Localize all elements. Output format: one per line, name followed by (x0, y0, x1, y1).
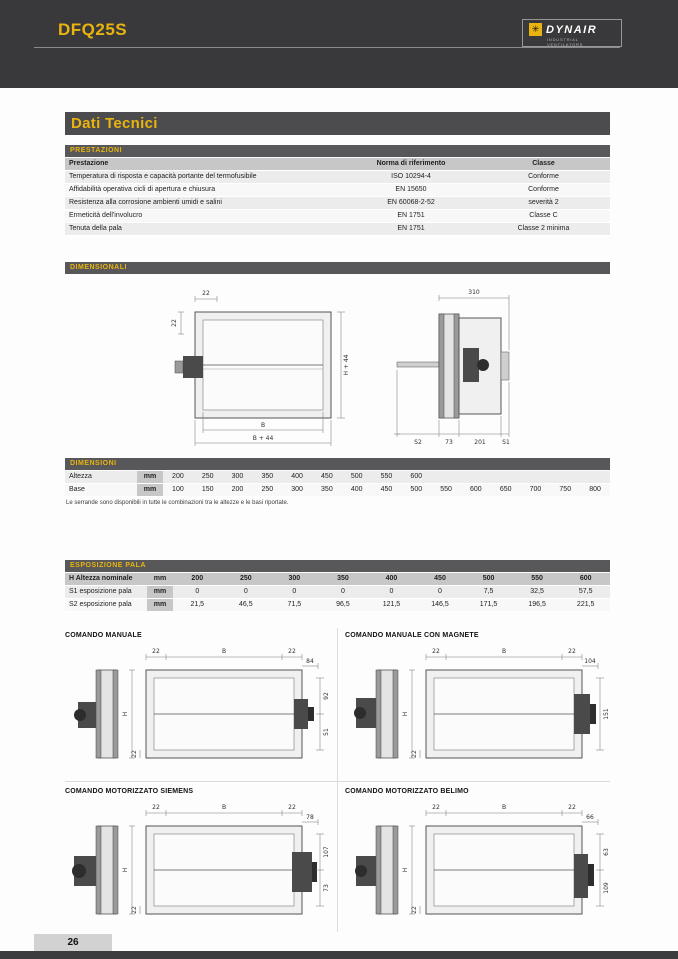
table-row (65, 210, 610, 223)
row-label: Altezza (65, 471, 137, 484)
dimensionali-side-drawing (385, 282, 515, 452)
value-cell: 146,5 (416, 599, 465, 612)
dim-label: 73 (323, 884, 330, 892)
dim-label: H + 44 (343, 354, 350, 376)
value-cell: 57,5 (561, 586, 610, 599)
cell-classe: Classe C (477, 210, 610, 223)
comando-siemens-title: COMANDO MOTORIZZATO SIEMENS (65, 788, 194, 795)
unit-cell: mm (147, 586, 173, 599)
cell-classe: Conforme (477, 171, 610, 184)
value-cell: 550 (372, 471, 402, 484)
comando-magnete-drawing (348, 644, 613, 774)
value-cell: 0 (416, 586, 465, 599)
value-cell: 650 (491, 484, 521, 497)
cell-classe: severità 2 (477, 197, 610, 210)
table-row (65, 197, 610, 210)
row-label: S2 esposizione pala (65, 599, 147, 612)
dim-label: 104 (584, 658, 596, 665)
section-esposizione-pala: ESPOSIZIONE PALA (65, 560, 610, 572)
value-cell: 500 (342, 471, 372, 484)
value-cell: 600 (401, 471, 431, 484)
dim-label: 22 (432, 804, 440, 811)
dim-label: 22 (171, 319, 178, 327)
value-cell: 21,5 (173, 599, 222, 612)
dim-label: 22 (411, 750, 418, 758)
cell-classe: Classe 2 minima (477, 223, 610, 236)
header-band (0, 0, 678, 88)
value-cell: 196,5 (513, 599, 562, 612)
value-cell: 600 (461, 484, 491, 497)
table-row (65, 223, 610, 236)
value-cell: 350 (252, 471, 282, 484)
dim-label: 22 (411, 906, 418, 914)
value-cell: 300 (223, 471, 253, 484)
brand-logo (522, 19, 622, 47)
value-cell: 46,5 (222, 599, 271, 612)
empty-cell (491, 471, 521, 484)
dim-label: 22 (568, 804, 576, 811)
dim-label: 22 (131, 906, 138, 914)
dim-label: 201 (474, 439, 486, 446)
col-norma: Norma di riferimento (345, 158, 477, 171)
front-view (146, 670, 314, 758)
dim-label: H (402, 867, 409, 873)
s2-row (65, 599, 610, 612)
comando-manuale-title: COMANDO MANUALE (65, 632, 142, 639)
value-cell: 500 (464, 573, 513, 586)
value-cell: 200 (173, 573, 222, 586)
dim-label: B (221, 648, 227, 655)
page-title: Dati Tecnici (65, 112, 610, 135)
cell-classe: Conforme (477, 184, 610, 197)
cell-prestazione: Resistenza alla corrosione ambienti umidi e salini (65, 197, 345, 210)
bottom-strip (0, 951, 678, 959)
value-cell: 700 (521, 484, 551, 497)
value-cell: 100 (163, 484, 193, 497)
dim-label: 51 (323, 728, 330, 736)
row-label: S1 esposizione pala (65, 586, 147, 599)
dim-label: 22 (288, 804, 296, 811)
comando-siemens-drawing (68, 800, 333, 930)
value-cell: 800 (580, 484, 610, 497)
value-cell: 0 (173, 586, 222, 599)
comando-belimo-title: COMANDO MOTORIZZATO BELIMO (345, 788, 469, 795)
dim-label: 22 (152, 648, 160, 655)
value-cell: 600 (561, 573, 610, 586)
value-cell: 400 (282, 471, 312, 484)
unit-cell: mm (137, 484, 163, 497)
value-cell: 250 (252, 484, 282, 497)
value-cell: 450 (416, 573, 465, 586)
dim-label: S2 (414, 439, 422, 446)
empty-cell (461, 471, 491, 484)
value-cell: 0 (270, 586, 319, 599)
quadrant-divider-horizontal (65, 781, 610, 782)
dim-label: 84 (306, 658, 314, 665)
value-cell: 400 (342, 484, 372, 497)
dim-label: B + 44 (252, 435, 274, 442)
dim-label: S1 (502, 439, 510, 446)
dim-label: 66 (586, 814, 594, 821)
esposizione-table (65, 573, 610, 612)
empty-cell (550, 471, 580, 484)
empty-cell (431, 471, 461, 484)
dim-label: 22 (131, 750, 138, 758)
side-profile (72, 826, 118, 914)
quadrant-divider-vertical (337, 628, 338, 932)
value-cell: 550 (513, 573, 562, 586)
dim-label: B (501, 804, 507, 811)
dim-label: 22 (568, 648, 576, 655)
value-cell: 550 (431, 484, 461, 497)
dim-label: 109 (603, 882, 610, 894)
cell-prestazione: Temperatura di risposta e capacità portante del termofusibile (65, 171, 345, 184)
table-row (65, 184, 610, 197)
prestazioni-header-row (65, 158, 610, 171)
value-cell: 71,5 (270, 599, 319, 612)
front-view (146, 826, 317, 914)
front-view (426, 826, 594, 914)
value-cell: 250 (193, 471, 223, 484)
dimensionali-front-drawing (155, 282, 385, 452)
dim-label: B (501, 648, 507, 655)
value-cell: 121,5 (367, 599, 416, 612)
dim-label: H (402, 711, 409, 717)
value-cell: 400 (367, 573, 416, 586)
altezza-row (65, 471, 610, 484)
dimensioni-note: Le serrande sono disponibili in tutte le combinazioni tra le altezze e le basi riportate. (66, 500, 289, 506)
dim-label: H (122, 711, 129, 717)
dim-label: 22 (152, 804, 160, 811)
cell-norma: EN 60068-2-52 (345, 197, 477, 210)
value-cell: 171,5 (464, 599, 513, 612)
dim-label: 151 (603, 708, 610, 720)
value-cell: 200 (163, 471, 193, 484)
side-body (397, 314, 509, 418)
side-profile (355, 826, 398, 914)
dim-label: 73 (445, 439, 453, 446)
row-label: Base (65, 484, 137, 497)
dim-label: 22 (432, 648, 440, 655)
page-number: 26 (34, 934, 112, 951)
value-cell: 250 (222, 573, 271, 586)
cell-norma: ISO 10294-4 (345, 171, 477, 184)
section-prestazioni: PRESTAZIONI (65, 145, 610, 157)
dim-label: 22 (288, 648, 296, 655)
dim-label: 78 (306, 814, 314, 821)
value-cell: 0 (222, 586, 271, 599)
cell-norma: EN 1751 (345, 210, 477, 223)
value-cell: 221,5 (561, 599, 610, 612)
brand-logo-row (529, 23, 615, 36)
dim-label: 107 (323, 846, 330, 858)
value-cell: 96,5 (319, 599, 368, 612)
cell-norma: EN 15650 (345, 184, 477, 197)
unit-cell: mm (147, 599, 173, 612)
comando-manuale-drawing (68, 644, 333, 774)
base-row (65, 484, 610, 497)
altezza-nominale-row (65, 573, 610, 586)
empty-cell (521, 471, 551, 484)
unit-cell: mm (147, 573, 173, 586)
front-view (426, 670, 596, 758)
cell-prestazione: Affidabilità operativa cicli di apertura e chiusura (65, 184, 345, 197)
col-prestazione: Prestazione (65, 158, 345, 171)
dim-label: B (260, 422, 266, 429)
dim-label: 92 (323, 692, 330, 700)
value-cell: 150 (193, 484, 223, 497)
side-profile (74, 670, 118, 758)
prestazioni-table (65, 158, 610, 236)
header-divider (34, 47, 620, 48)
dim-label: 22 (202, 290, 210, 297)
table-row (65, 171, 610, 184)
fan-icon: ✳ (529, 23, 542, 36)
value-cell: 750 (550, 484, 580, 497)
section-dimensionali: DIMENSIONALI (65, 262, 610, 274)
section-dimensioni: DIMENSIONI (65, 458, 610, 470)
empty-cell (580, 471, 610, 484)
product-code: DFQ25S (58, 20, 128, 39)
row-label: H Altezza nominale (65, 573, 147, 586)
value-cell: 32,5 (513, 586, 562, 599)
front-frame (175, 312, 331, 418)
dim-label: H (122, 867, 129, 873)
comando-belimo-drawing (348, 800, 613, 930)
value-cell: 200 (223, 484, 253, 497)
value-cell: 500 (401, 484, 431, 497)
dim-label: B (221, 804, 227, 811)
dimensioni-table (65, 471, 610, 497)
s1-row (65, 586, 610, 599)
cell-norma: EN 1751 (345, 223, 477, 236)
value-cell: 0 (319, 586, 368, 599)
value-cell: 350 (312, 484, 342, 497)
unit-cell: mm (137, 471, 163, 484)
value-cell: 300 (282, 484, 312, 497)
cell-prestazione: Tenuta della pala (65, 223, 345, 236)
value-cell: 7,5 (464, 586, 513, 599)
dim-label: 63 (603, 848, 610, 856)
value-cell: 450 (312, 471, 342, 484)
value-cell: 450 (372, 484, 402, 497)
brand-name: DYNAIR (546, 23, 598, 36)
value-cell: 0 (367, 586, 416, 599)
value-cell: 300 (270, 573, 319, 586)
side-profile (354, 670, 398, 758)
dim-label: 310 (468, 289, 480, 296)
cell-prestazione: Ermeticità dell'involucro (65, 210, 345, 223)
brand-tagline: INDUSTRIAL VENTILATORS (547, 37, 584, 47)
comando-magnete-title: COMANDO MANUALE CON MAGNETE (345, 632, 479, 639)
col-classe: Classe (477, 158, 610, 171)
value-cell: 350 (319, 573, 368, 586)
